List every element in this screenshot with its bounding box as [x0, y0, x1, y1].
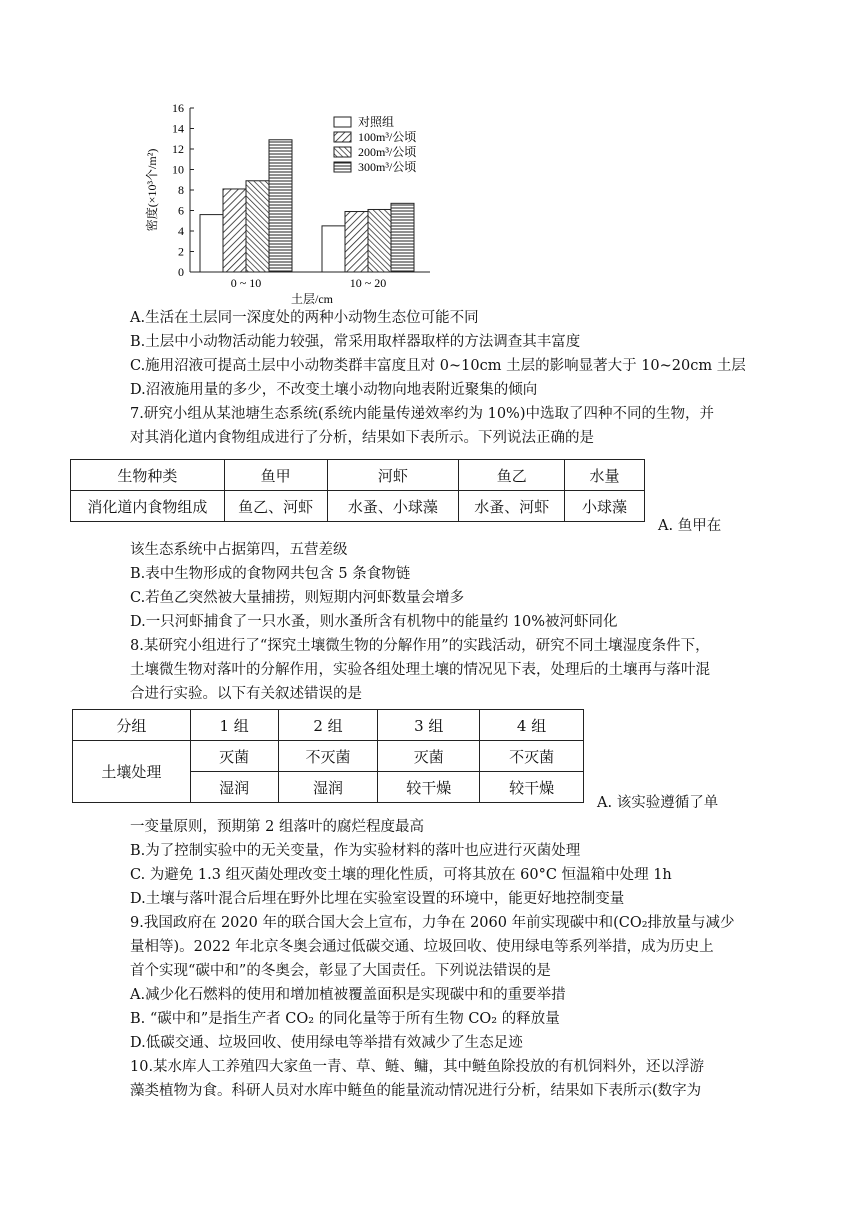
y-tick-label: 16 — [172, 101, 184, 115]
table-cell: 消化道内食物组成 — [71, 491, 225, 522]
q8-option-a-head: A. 该实验遵循了单 — [597, 795, 719, 811]
table-cell: 鱼乙、河虾 — [224, 491, 327, 522]
legend-swatch — [334, 162, 351, 172]
x-axis — [190, 272, 430, 306]
legend-swatch — [334, 132, 351, 142]
q7-option-a-tail: 该生态系统中占据第四，五营差级 — [130, 542, 348, 558]
q9-option-b: B. “碳中和”是指生产者 CO₂ 的同化量等于所有生物 CO₂ 的释放量 — [130, 1011, 560, 1027]
y-axis — [144, 101, 194, 279]
table-cell: 较干燥 — [378, 772, 480, 803]
table-cell: 湿润 — [190, 772, 278, 803]
bar — [322, 226, 345, 272]
legend-label: 300m³/公顷 — [358, 160, 417, 174]
legend — [334, 114, 416, 174]
table-cell: 生物种类 — [71, 460, 225, 491]
table-row — [73, 741, 584, 772]
table-cell: 河虾 — [327, 460, 459, 491]
q8-option-c: C. 为避免 1.3 组灭菌处理改变土壤的理化性质，可将其放在 60°C 恒温箱中处理 1h — [130, 867, 672, 883]
table-cell: 灭菌 — [190, 741, 278, 772]
table-cell: 1 组 — [190, 710, 278, 741]
y-tick-label: 14 — [172, 121, 184, 136]
x-tick-label: 10 ~ 20 — [349, 276, 387, 290]
table-cell: 水量 — [565, 460, 645, 491]
table-cell: 4 组 — [480, 710, 584, 741]
table-cell: 较干燥 — [480, 772, 584, 803]
q9-stem-line1: 9.我国政府在 2020 年的联合国大会上宣布，力争在 2060 年前实现碳中和(CO₂排放量与减少 — [130, 915, 735, 931]
table-cell: 2 组 — [278, 710, 378, 741]
table-row — [71, 460, 645, 491]
table-cell: 鱼甲 — [224, 460, 327, 491]
legend-label: 200m³/公顷 — [358, 145, 417, 159]
bar — [368, 209, 391, 272]
y-tick-label: 6 — [178, 203, 184, 218]
q7-food-table — [70, 459, 645, 522]
table-cell: 水蚤、河虾 — [459, 491, 565, 522]
y-tick-label: 2 — [178, 244, 184, 259]
y-tick-label: 12 — [172, 142, 184, 156]
q7-option-d: D.一只河虾捕食了一只水蚤，则水蚤所含有机物中的能量约 10%被河虾同化 — [130, 614, 618, 630]
table-cell: 鱼乙 — [459, 460, 565, 491]
q8-stem-line2: 土壤微生物对落叶的分解作用，实验各组处理土壤的情况见下表，处理后的土壤再与落叶混 — [130, 662, 710, 678]
legend-label: 100m³/公顷 — [358, 130, 417, 144]
q8-group-table — [72, 709, 584, 803]
q7-stem-line2: 对其消化道内食物组成进行了分析，结果如下表所示。下列说法正确的是 — [130, 430, 594, 446]
bar — [223, 189, 246, 272]
table-cell: 不灭菌 — [278, 741, 378, 772]
q9-stem-line2: 量相等)。2022 年北京冬奥会通过低碳交通、垃圾回收、使用绿电等系列举措，成为历史上 — [130, 939, 714, 955]
q6-option-b: B.土层中小动物活动能力较强，常采用取样器取样的方法调查其丰富度 — [130, 334, 581, 350]
q8-stem-line3: 合进行实验。以下有关叙述错误的是 — [130, 686, 362, 702]
table-cell: 灭菌 — [378, 741, 480, 772]
bar — [345, 212, 368, 272]
q9-option-a: A.减少化石燃料的使用和增加植被覆盖面积是实现碳中和的重要举措 — [130, 987, 566, 1003]
table-cell: 水蚤、小球藻 — [327, 491, 459, 522]
q7-option-c: C.若鱼乙突然被大量捕捞，则短期内河虾数量会增多 — [130, 590, 465, 606]
q7-stem-line1: 7.研究小组从某池塘生态系统(系统内能量传递效率约为 10%)中选取了四种不同的生物，并 — [130, 406, 714, 422]
q7-option-a-head: A. 鱼甲在 — [658, 518, 722, 534]
y-tick-label: 4 — [178, 224, 184, 238]
y-tick-label: 8 — [178, 183, 184, 197]
table-row — [71, 491, 645, 522]
legend-swatch — [334, 117, 351, 127]
table-cell: 不灭菌 — [480, 741, 584, 772]
q6-option-d: D.沼液施用量的多少，不改变土壤小动物向地表附近聚集的倾向 — [130, 382, 538, 398]
table-row — [73, 710, 584, 741]
y-axis-title: 密度(×10³个/m²) — [145, 148, 159, 232]
x-tick-label: 0 ~ 10 — [230, 276, 262, 290]
table-cell: 3 组 — [378, 710, 480, 741]
q9-option-d: D.低碳交通、垃圾回收、使用绿电等举措有效减少了生态足迹 — [130, 1035, 523, 1051]
bar — [391, 203, 414, 272]
q10-stem-line2: 藻类植物为食。科研人员对水库中鲢鱼的能量流动情况进行分析，结果如下表所示(数字为 — [130, 1083, 702, 1099]
table-cell: 湿润 — [278, 772, 378, 803]
q6-option-a: A.生活在土层同一深度处的两种小动物生态位可能不同 — [130, 310, 479, 326]
table-cell: 土壤处理 — [73, 741, 191, 803]
bar — [200, 215, 223, 272]
q9-stem-line3: 首个实现“碳中和”的冬奥会，彰显了大国责任。下列说法错误的是 — [130, 963, 551, 979]
q8-option-a-tail: 一变量原则，预期第 2 组落叶的腐烂程度最高 — [130, 819, 424, 835]
q8-stem-line1: 8.某研究小组进行了“探究土壤微生物的分解作用”的实践活动，研究不同土壤湿度条件下， — [130, 638, 710, 654]
y-tick-label: 10 — [172, 162, 184, 177]
q6-option-c: C.施用沼液可提高土层中小动物类群丰富度且对 0~10cm 土层的影响显著大于 10~20cm 土层 — [130, 358, 746, 374]
table-cell: 小球藻 — [565, 491, 645, 522]
q10-stem-line1: 10.某水库人工养殖四大家鱼一青、草、鲢、鳙，其中鲢鱼除投放的有机饲料外，还以浮游 — [130, 1059, 705, 1075]
bar — [269, 140, 292, 272]
chart-svg — [140, 96, 460, 306]
legend-swatch — [334, 147, 351, 157]
q8-option-b: B.为了控制实验中的无关变量，作为实验材料的落叶也应进行灭菌处理 — [130, 843, 581, 859]
table-cell: 分组 — [73, 710, 191, 741]
legend-label: 对照组 — [358, 115, 395, 129]
q7-option-b: B.表中生物形成的食物网共包含 5 条食物链 — [130, 566, 411, 582]
y-tick-label: 0 — [178, 265, 184, 279]
x-axis-title: 土层/cm — [291, 292, 333, 306]
q8-option-d: D.土壤与落叶混合后埋在野外比埋在实验室设置的环境中，能更好地控制变量 — [130, 891, 625, 907]
bar — [246, 181, 269, 272]
soil-animal-density-chart — [140, 96, 460, 306]
